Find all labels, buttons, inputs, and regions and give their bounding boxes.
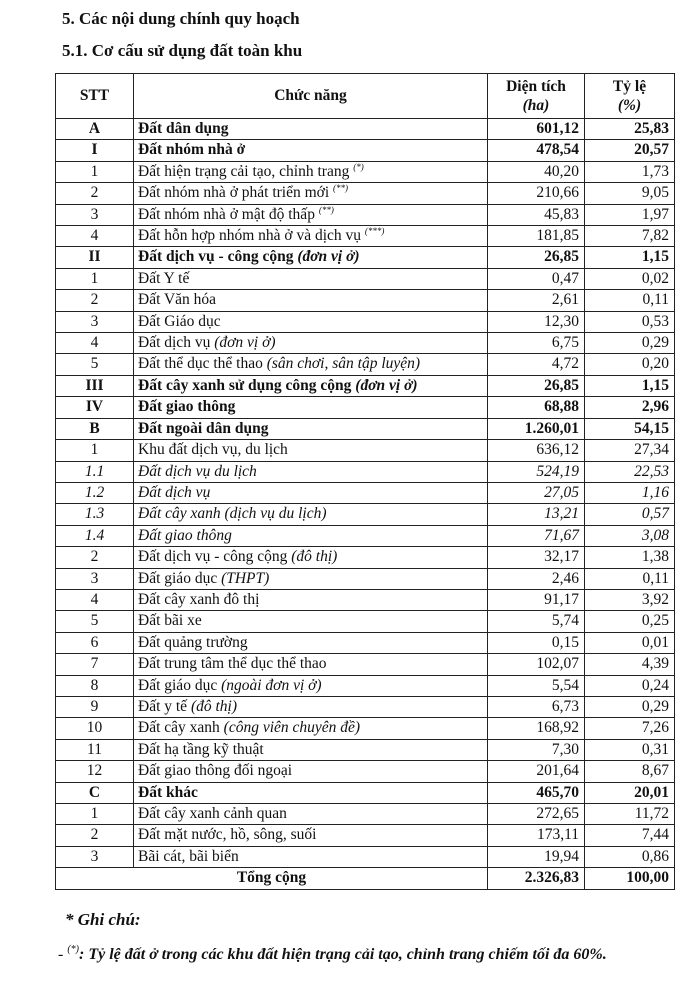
row-stt: 3 [56,568,134,589]
header-area-label: Diện tích [506,78,566,95]
row-function-text: Đất giao thông [138,398,236,416]
row-area: 40,20 [488,161,585,182]
row-function [134,568,488,589]
row-function-text: Đất y tế [138,697,191,715]
header-ratio-unit: (%) [617,97,642,114]
row-function-text: Đất giáo dục [138,569,222,587]
table-row [56,782,675,803]
row-function-text: Đất mặt nước, hồ, sông, suối [138,826,317,844]
row-area: 5,54 [488,675,585,696]
row-function [134,482,488,503]
table-row [56,461,675,482]
table-row [56,675,675,696]
header-ratio-label: Tỷ lệ [612,78,647,95]
row-function-text: Đất Văn hóa [138,291,217,309]
table-row [56,547,675,568]
row-function-qualifier: (công viên chuyên đề) [223,719,361,737]
row-area: 12,30 [488,311,585,332]
row-function-text: Đất ngoài dân dụng [138,419,269,437]
row-function-qualifier: (sân chơi, sân tập luyện) [266,355,421,373]
table-row [56,804,675,825]
row-stt: 2 [56,183,134,204]
row-ratio: 0,57 [585,504,675,525]
row-function [134,782,488,803]
row-stt: 7 [56,654,134,675]
section-heading: 5. Các nội dung chính quy hoạch [62,9,300,28]
row-stt: 1.4 [56,525,134,546]
row-function [134,654,488,675]
row-stt: 9 [56,696,134,717]
row-stt: 1.2 [56,482,134,503]
table-row [56,482,675,503]
row-area: 2,61 [488,290,585,311]
table-header-row [56,74,675,119]
row-stt: 2 [56,290,134,311]
row-function-text: Đất dịch vụ du lịch [138,462,257,480]
row-area: 478,54 [488,140,585,161]
row-ratio: 1,15 [585,247,675,268]
row-function-text: Đất quảng trường [138,633,248,651]
row-area: 6,75 [488,333,585,354]
table-row [56,268,675,289]
row-function-text: Đất cây xanh sử dụng công cộng [138,376,356,394]
row-function [134,290,488,311]
table-row [56,846,675,867]
row-function [134,632,488,653]
row-stt: A [56,119,134,140]
row-area: 201,64 [488,761,585,782]
row-area: 26,85 [488,247,585,268]
row-function-text: Đất hạ tầng kỹ thuật [138,740,264,758]
row-area: 6,73 [488,696,585,717]
row-function-text: Đất cây xanh cảnh quan [138,805,287,822]
table-row [56,568,675,589]
row-area: 71,67 [488,525,585,546]
row-footnote-mark: (*) [353,161,364,172]
row-function-text: Đất dịch vụ - công cộng [138,248,298,266]
row-ratio: 54,15 [585,418,675,439]
table-row [56,247,675,268]
row-stt: 2 [56,825,134,846]
row-function-text: Đất dân dụng [138,120,229,137]
row-area: 7,30 [488,739,585,760]
row-ratio: 0,01 [585,632,675,653]
row-function-text: Khu đất dịch vụ, du lịch [138,441,288,459]
row-function-qualifier: (đơn vị ở) [214,334,276,352]
row-function [134,140,488,161]
table-row [56,718,675,739]
row-ratio: 9,05 [585,183,675,204]
table-row [56,440,675,461]
row-ratio: 20,01 [585,782,675,803]
row-function-text: Đất nhóm nhà ở phát triển mới [138,184,330,202]
row-stt: 5 [56,611,134,632]
row-area: 210,66 [488,183,585,204]
row-ratio: 7,26 [585,718,675,739]
row-stt: 4 [56,333,134,354]
row-function-text: Đất bãi xe [138,612,202,630]
row-stt: 1 [56,804,134,825]
row-function-text: Đất cây xanh (dịch vụ du lịch) [138,505,327,523]
row-stt: 1 [56,268,134,289]
row-function [134,418,488,439]
row-area: 181,85 [488,226,585,247]
row-area: 524,19 [488,461,585,482]
row-function-text: Đất giáo dục [138,676,222,694]
row-function [134,611,488,632]
row-function [134,119,488,140]
row-ratio: 1,15 [585,375,675,396]
row-function [134,825,488,846]
row-ratio: 0,20 [585,354,675,375]
row-function [134,461,488,482]
row-function [134,204,488,225]
header-area [488,74,585,119]
row-function [134,226,488,247]
row-stt: 3 [56,204,134,225]
row-function [134,547,488,568]
row-footnote-mark: (**) [333,183,349,194]
header-area-unit: (ha) [522,97,550,114]
row-ratio: 0,25 [585,611,675,632]
row-area: 272,65 [488,804,585,825]
row-function [134,675,488,696]
row-area: 168,92 [488,718,585,739]
row-stt: 6 [56,632,134,653]
total-area: 2.326,83 [488,868,585,889]
table-body [56,119,675,890]
table-row [56,226,675,247]
row-stt: 11 [56,739,134,760]
row-stt: 1 [56,440,134,461]
table-row [56,290,675,311]
row-function [134,354,488,375]
row-stt: 4 [56,589,134,610]
table-row [56,525,675,546]
table-row [56,761,675,782]
row-function-text: Đất nhóm nhà ở mật độ thấp [138,205,315,223]
row-function [134,739,488,760]
row-ratio: 3,92 [585,589,675,610]
row-ratio: 0,29 [585,333,675,354]
row-function [134,375,488,396]
row-area: 19,94 [488,846,585,867]
row-ratio: 0,24 [585,675,675,696]
row-stt: I [56,140,134,161]
land-use-table [55,73,675,890]
row-area: 102,07 [488,654,585,675]
row-stt: 1.3 [56,504,134,525]
notes-title: * Ghi chú: [65,910,141,929]
table-total-row [56,868,675,889]
row-stt: IV [56,397,134,418]
row-footnote-mark: (**) [318,204,334,215]
row-area: 68,88 [488,397,585,418]
row-area: 91,17 [488,589,585,610]
row-function [134,440,488,461]
row-function [134,504,488,525]
note-colon-text: : Tỷ lệ đất ở trong các khu đất hiện trạng cải tạo, chỉnh trang chiếm tối đa 60%. [79,946,607,963]
note-prefix: - [58,946,68,963]
table-row [56,183,675,204]
row-area: 26,85 [488,375,585,396]
row-function-text: Đất dịch vụ [138,483,211,501]
table-row [56,504,675,525]
row-function [134,397,488,418]
row-area: 636,12 [488,440,585,461]
row-function [134,161,488,182]
row-function-text: Đất dịch vụ [138,334,215,352]
table-row [56,354,675,375]
row-ratio: 0,02 [585,268,675,289]
row-ratio: 20,57 [585,140,675,161]
row-function [134,761,488,782]
row-ratio: 7,82 [585,226,675,247]
row-function-text: Đất trung tâm thể dục thể thao [138,655,327,673]
row-stt: 4 [56,226,134,247]
row-stt: 1 [56,161,134,182]
row-function [134,525,488,546]
table-row [56,418,675,439]
table-row [56,140,675,161]
row-area: 0,15 [488,632,585,653]
row-stt: 8 [56,675,134,696]
row-function [134,696,488,717]
table-row [56,119,675,140]
row-ratio: 0,11 [585,290,675,311]
row-ratio: 0,86 [585,846,675,867]
row-function-text: Đất Y tế [138,269,190,287]
row-ratio: 0,29 [585,696,675,717]
row-ratio: 1,38 [585,547,675,568]
row-stt: 1.1 [56,461,134,482]
header-function: Chức năng [134,74,488,119]
row-stt: II [56,247,134,268]
row-ratio: 27,34 [585,440,675,461]
row-function-qualifier: (ngoài đơn vị ở) [221,676,322,694]
row-function [134,247,488,268]
row-stt: III [56,375,134,396]
row-ratio: 11,72 [585,804,675,825]
row-area: 45,83 [488,204,585,225]
row-function-text: Đất cây xanh đô thị [138,590,260,608]
row-function-qualifier: (đơn vị ở) [355,376,418,394]
row-function-qualifier: (đơn vị ở) [297,248,360,266]
subsection-heading: 5.1. Cơ cấu sử dụng đất toàn khu [62,41,303,60]
row-ratio: 7,44 [585,825,675,846]
row-area: 1.260,01 [488,418,585,439]
row-function-text: Đất giao thông [138,526,232,544]
row-area: 601,12 [488,119,585,140]
row-function-text: Đất nhóm nhà ở [138,141,246,159]
row-function-text: Đất dịch vụ - công cộng [138,548,292,566]
table-row [56,161,675,182]
row-stt: B [56,418,134,439]
table-row [56,333,675,354]
row-ratio: 1,73 [585,161,675,182]
header-stt: STT [56,74,134,119]
table-row [56,611,675,632]
row-function-text: Đất khác [138,783,198,801]
row-ratio: 1,97 [585,204,675,225]
row-footnote-mark: (***) [364,226,385,237]
row-ratio: 25,83 [585,119,675,140]
row-ratio: 2,96 [585,397,675,418]
row-function-text: Đất hỗn hợp nhóm nhà ở và dịch vụ [138,227,362,245]
row-area: 32,17 [488,547,585,568]
total-label: Tổng cộng [56,868,488,889]
row-ratio: 3,08 [585,525,675,546]
row-function [134,846,488,867]
row-stt: 3 [56,311,134,332]
total-ratio: 100,00 [585,868,675,889]
row-function-text: Đất Giáo dục [138,312,221,330]
row-area: 4,72 [488,354,585,375]
table-row [56,311,675,332]
row-area: 0,47 [488,268,585,289]
row-ratio: 4,39 [585,654,675,675]
header-ratio [585,74,675,119]
row-stt: 3 [56,846,134,867]
row-area: 465,70 [488,782,585,803]
row-function-text: Đất thể dục thể thao [138,355,267,373]
table-row [56,589,675,610]
row-stt: 10 [56,718,134,739]
row-stt: 5 [56,354,134,375]
row-area: 2,46 [488,568,585,589]
table-row [56,375,675,396]
row-function [134,311,488,332]
row-function-text: Đất hiện trạng cải tạo, chỉnh trang [138,162,350,180]
table-row [56,204,675,225]
row-area: 173,11 [488,825,585,846]
table-row [56,397,675,418]
note-line [28,942,668,967]
row-stt: 2 [56,547,134,568]
row-ratio: 0,11 [585,568,675,589]
row-function [134,718,488,739]
note-mark: (*) [67,944,79,955]
row-function-qualifier: (đô thị) [190,697,238,715]
table-row [56,825,675,846]
table-row [56,739,675,760]
row-area: 5,74 [488,611,585,632]
row-ratio: 0,53 [585,311,675,332]
table-row [56,632,675,653]
row-function-text: Đất giao thông đối ngoại [138,762,293,780]
row-ratio: 1,16 [585,482,675,503]
row-function-text: Đất cây xanh [138,719,224,737]
row-function [134,268,488,289]
row-ratio: 8,67 [585,761,675,782]
row-function [134,333,488,354]
row-ratio: 22,53 [585,461,675,482]
row-function-qualifier: (THPT) [221,569,270,587]
row-function-text: Bãi cát, bãi biển [138,847,239,865]
row-function-qualifier: (đô thị) [291,548,338,566]
row-area: 27,05 [488,482,585,503]
row-function [134,804,488,825]
row-area: 13,21 [488,504,585,525]
table-row [56,696,675,717]
row-stt: C [56,782,134,803]
row-function [134,183,488,204]
row-function [134,589,488,610]
row-stt: 12 [56,761,134,782]
table-row [56,654,675,675]
row-ratio: 0,31 [585,739,675,760]
